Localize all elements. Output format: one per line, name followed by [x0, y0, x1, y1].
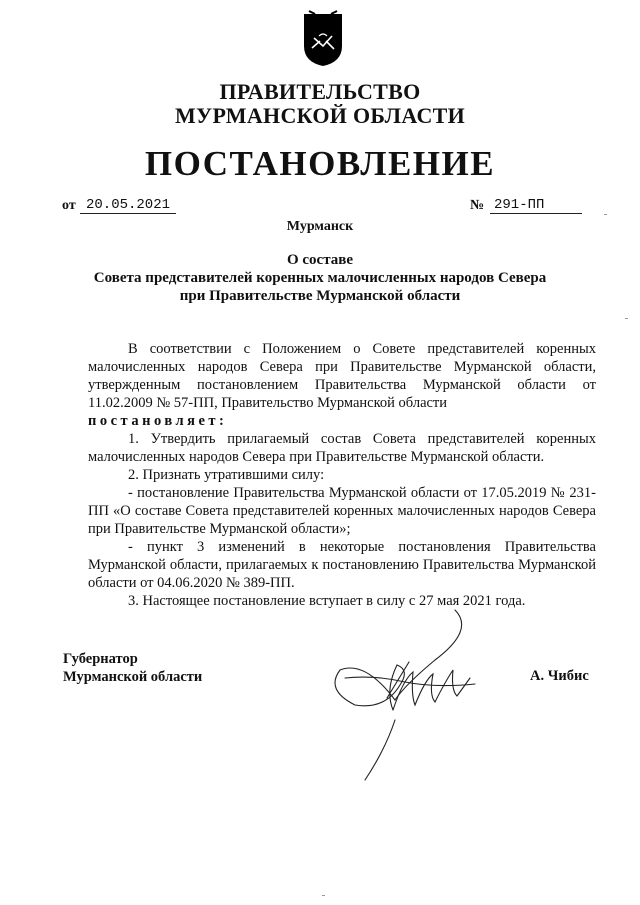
subject-line3: при Правительстве Мурманской области [179, 288, 461, 304]
item-2: 2. Признать утратившими силу: [128, 467, 325, 483]
signatory-name: А. Чибис [530, 668, 589, 684]
item-1: 1. Утвердить прилагаемый состав Совета представителей коренных малочисленных народов Севера при Правительстве Мурманской области. [88, 431, 596, 465]
city-name: Мурманск [286, 219, 354, 234]
item-2a: - постановление Правительства Мурманской области от 17.05.2019 № 231-ПП «О составе Совета представителей коренных малочисленных народов Севера при Правительстве Мурманской области»; [88, 485, 596, 537]
subject-line2: Совета представителей коренных малочисленных народов Севера [93, 270, 547, 286]
document-subject [80, 251, 560, 305]
signatory-title [63, 650, 202, 686]
org-name-line2: МУРМАНСКОЙ ОБЛАСТИ [174, 103, 466, 128]
item-2b: - пункт 3 изменений в некоторые постановления Правительства Мурманской области, прилагаемых к постановлению Правительства Мурманской области от 04.06.2020 № 389-ПП. [88, 539, 596, 591]
document-number: 291-ПП [490, 197, 582, 214]
number-prefix: № [470, 198, 485, 213]
handwritten-signature [325, 600, 485, 790]
scan-artifact [625, 318, 628, 319]
org-name-line1: ПРАВИТЕЛЬСТВО [219, 79, 421, 104]
decree-word: постановляет: [88, 413, 228, 429]
intro-paragraph: В соответствии с Положением о Совете представителей коренных малочисленных народов Севера при Правительстве Мурманской области, утвержденным постановлением Правительства Мурманской области от 11.02.2009 № 57-ПП, Правительство Мурманской области [88, 341, 596, 411]
scan-artifact [322, 895, 325, 896]
subject-line1: О составе [286, 252, 354, 268]
document-date: 20.05.2021 [80, 197, 176, 214]
signatory-title-line2: Мурманской области [63, 669, 203, 685]
signatory-title-line1: Губернатор [63, 651, 138, 667]
document-type-title: ПОСТАНОВЛЕНИЕ [144, 144, 496, 183]
date-prefix: от [62, 198, 76, 213]
document-body [88, 340, 596, 610]
item-3: 3. Настоящее постановление вступает в силу с 27 мая 2021 года. [128, 593, 526, 609]
murmansk-coat-of-arms-icon [301, 10, 345, 68]
scan-artifact [604, 214, 607, 215]
